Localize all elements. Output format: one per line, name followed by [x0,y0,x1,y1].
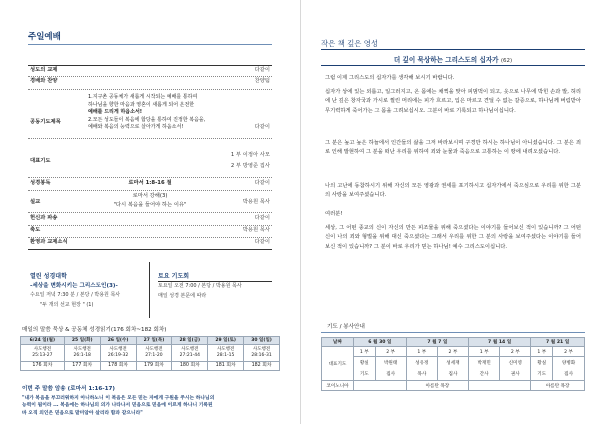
table-header-cell: 6 월 30 일 [354,338,407,347]
table-cell: 사도행전 [64,345,100,354]
table-cell: 28:1-15 [208,353,244,362]
bible-study-time: 수요일 저녁 7:30 분 / 본당 / 박용원 목사 [30,292,121,298]
article-paragraph: 세상, 그 어떤 종교의 신이 자신의 만든 피조물을 위해 죽으셨다는 이야기를 들어보신 적이 있습니까? 그 어떤 신이 나의 죄와 형벌을 위해 대신 죽으셨다는 그래서 우리를 위한 그 분의 사랑을 보여주셨다는 이야기를 들어 보신 적이 있습니까? 그 분이 바로 우리가 믿는 하나님! 예수 그리스도이십니다. [325,225,581,250]
table-cell: 2 부 [500,347,531,357]
table-header-cell: 27 일(목) [136,337,172,345]
bible-study-subtitle: -세상을 변화시키는 그리스도인(3)- [30,283,118,289]
table-cell: 25:13-27 [21,353,65,362]
divider [28,138,272,139]
table-cell: 26:19-32 [100,353,136,362]
divider [28,225,272,226]
order-label: 성경봉독 [30,180,51,186]
sermon-series: 로마서 강해(3) [132,193,168,199]
table-cell: 사도행전 [100,345,136,354]
table-cell: 178 회차 [100,362,136,371]
table-cell: 목사 [406,369,437,381]
saturday-prayer-box [158,262,272,302]
order-label: 대표기도 [30,158,51,164]
order-label: 축도 [30,227,41,233]
table-cell: 1 부 [531,347,553,357]
table-cell: 2 부 [553,347,585,357]
service-title: 기도 / 봉사안내 [327,324,365,330]
prayer-line: 하나님을 향한 마음과 영혼이 새롭게 되어 온전한 [88,101,195,108]
article-title [321,54,585,64]
table-cell: 2 부 [375,347,406,357]
order-leader: 다같이 [254,239,270,245]
article-title-rule [321,65,585,66]
table-header-cell: 7 월 21 일 [531,338,585,347]
table-cell: 26:1-18 [64,353,100,362]
order-leader: 박용원 목사 [242,199,270,205]
divider [28,190,272,191]
bible-study-box [28,262,150,318]
prayer-topics [88,94,238,132]
order-label: 성도의 교제 [30,67,58,73]
table-cell: 27:21-44 [172,353,208,362]
table-cell: 사도행전 [172,345,208,354]
article-number: (62) [500,58,513,64]
table-row [21,337,280,345]
table-cell: 아름탄 목장 [406,381,468,391]
row-label: 대표기도 [322,347,354,381]
saturday-time: 토요일 오전 7:00 / 본당 / 박용원 목사 [158,283,242,289]
daily-reading-table [20,336,280,371]
service-table [321,337,585,391]
memory-verse-line: 능력이 됨이라 ... 복음에는 하나님의 의가 나타나서 믿음으로 믿음에 이르게 하나니 기록된 [22,403,213,409]
divider [28,177,272,178]
table-cell: 182 회차 [244,362,280,371]
table-cell [354,381,407,391]
table-cell: 1 부 [406,347,437,357]
table-row [322,338,585,347]
table-header-cell: 6/24 일(월) [21,337,65,345]
section-title-worship: 주일예배 [28,32,61,42]
saturday-note: 매일 성경 본문에 따라 [158,293,207,299]
prayer-line: 2.모든 성도들이 복음에 합당을 통하여 진정한 복음을, [88,116,206,123]
table-cell: 176 회차 [21,362,65,371]
table-cell: 기도 [531,369,553,381]
table-cell: 간사 [469,369,500,381]
order-leader: 2 부 방영준 집사 [230,163,270,169]
table-header-cell: 7 월 7 일 [406,338,468,347]
table-header-cell: 29 일(토) [208,337,244,345]
table-cell: 28:16-31 [244,353,280,362]
table-cell [469,381,531,391]
order-leader: 찬양팀 [254,78,270,84]
table-row [21,353,280,362]
table-row [322,369,585,381]
order-leader: 다같이 [254,67,270,73]
memory-verse-title: 이번 주 말씀 암송 (로마서 1:16-17) [22,386,115,392]
table-cell: 181 회차 [208,362,244,371]
order-leader: 다같이 [254,124,270,130]
table-cell: 177 회차 [64,362,100,371]
memory-verse-text [22,395,282,417]
divider [28,89,272,90]
article-paragraph: 나의 고난에 동참하시기 위해 자신의 모든 영광과 권세를 포기하시고 십자가에서 죽으심으로 우리를 위한 그분의 사랑을 보여주셨습니다. [325,183,581,199]
table-row [322,381,585,391]
order-label: 공동기도제목 [30,119,61,125]
table-row [322,357,585,369]
table-cell: 사도행전 [208,345,244,354]
table-header-cell: 7 월 14 일 [469,338,531,347]
memory-verse-line: "내가 복음을 부끄러워하지 아니하노니 이 복음은 모든 믿는 자에게 구원을 주시는 하나님의 [22,396,215,401]
table-header-cell: 30 일(일) [244,337,280,345]
table-cell: 아름탄 목장 [531,381,585,391]
table-cell: 양병화 [553,357,585,369]
table-cell: 1 부 [354,347,376,357]
table-cell: 황실 [531,357,553,369]
table-header-cell: 날짜 [322,338,354,347]
table-cell: 2 부 [437,347,468,357]
service-title-rule [321,332,585,333]
divider [28,212,272,213]
table-header-cell: 26 일(수) [100,337,136,345]
table-cell: 박원태 [375,357,406,369]
table-cell: 집사 [553,369,585,381]
order-leader: 다같이 [254,215,270,221]
order-bottom-rule [28,249,272,250]
divider [28,237,272,238]
order-label: 환영과 교제소식 [30,239,68,245]
article-paragraph: 여러분! [325,211,343,217]
article-paragraph: 그럼 이제 그리스도의 십자가를 생각해 보시기 바랍니다. [325,75,455,81]
table-cell: 27:1-20 [136,353,172,362]
table-cell: 사도행전 [21,345,65,354]
daily-reading-title: 매일의 말씀 묵상 & 공동체 성경읽기(176 회차~182 회차) [22,327,167,333]
table-cell: 박재민 [469,357,500,369]
order-label: 헌신과 파송 [30,215,58,221]
table-cell: 사도행전 [136,345,172,354]
table-header-cell: 28 일(금) [172,337,208,345]
table-cell: 180 회차 [172,362,208,371]
table-cell: 사도행전 [244,345,280,354]
section-title-devotional: 작은 책 깊은 영성 [321,39,379,48]
order-label: 경배와 찬양 [30,78,58,84]
table-cell: 179 회차 [136,362,172,371]
order-leader: 다같이 [254,180,270,186]
prayer-line: 예배를 드리게 하옵소서! [88,109,143,116]
prayer-line: 예배와 복음의 능력으로 살아가게 하옵소서! [88,124,184,131]
row-label: 코이노니아 [322,381,354,391]
prayer-line: 1.지구촌 공동체가 새롭게 시작되는 예배를 통하여 [88,94,198,100]
saturday-underline [158,281,272,282]
bible-study-topic: "두 개의 선교 현장 " (1) [40,302,94,308]
title-underline [28,44,272,45]
table-row [21,345,280,354]
table-cell: 1 부 [469,347,500,357]
article-paragraph: 십자가 상에 있는 외롭고, 일그러지고, 온 몸에는 채찍을 맞아 피범벅이 되고, 옷으로 나무에 박힌 손과 발, 허리에 난 깊은 창자국과 가시로 찔린 머리에는 피가 흐르고, 입은 마르고 견딜 수 없는 갈증으로, 하나님께 버림받아 무기력하게 죽어가는 그 몸을 그려보십시오. 그분이 바로 기록되고 하나님이십니다. [325,89,581,114]
table-cell: 성세재 [437,357,468,369]
table-cell: 집사 [375,369,406,381]
table-cell: 권사 [500,369,531,381]
table-cell: 신미영 [500,357,531,369]
order-leader: 박용원 목사 [242,227,270,233]
memory-verse-line: 바 오직 의인은 믿음으로 말미암아 살리라 함과 같으니라" [22,410,143,416]
table-cell: 집사 [437,369,468,381]
table-cell: 황실 [354,357,376,369]
reading-passage: 로마서 1:8-16 절 [128,180,172,186]
table-header-cell: 25 일(화) [64,337,100,345]
table-cell: 기도 [354,369,376,381]
divider [28,76,272,77]
article-title-text: 더 깊이 묵상하는 그리스도의 십자가 [393,56,499,64]
table-cell: 성유정 [406,357,437,369]
saturday-prayer-title: 토요 기도회 [158,273,190,280]
sermon-title: "다시 복음을 들어야 하는 이유" [113,202,187,208]
table-row [322,347,585,357]
order-top-rule [28,65,272,66]
right-page [300,0,600,424]
bible-study-title: 열린 성경대학 [30,273,67,280]
order-leader: 1 부 이정아 사모 [230,152,270,158]
title-underline [321,49,585,50]
table-row [21,362,280,371]
order-label: 설교 [30,199,41,205]
article-paragraph: 그 분은 높고 높은 하늘에서 인간들의 삶을 그저 바라보시며 구경만 하시는 하나님이 아니셨습니다. 그 분은 죄로 인해 발현하여 그 분을 떠난 우리를 위하여 죄와 눈물과 죽음으로 고통하는 이 땅에 내려오셨습니다. [325,140,581,156]
